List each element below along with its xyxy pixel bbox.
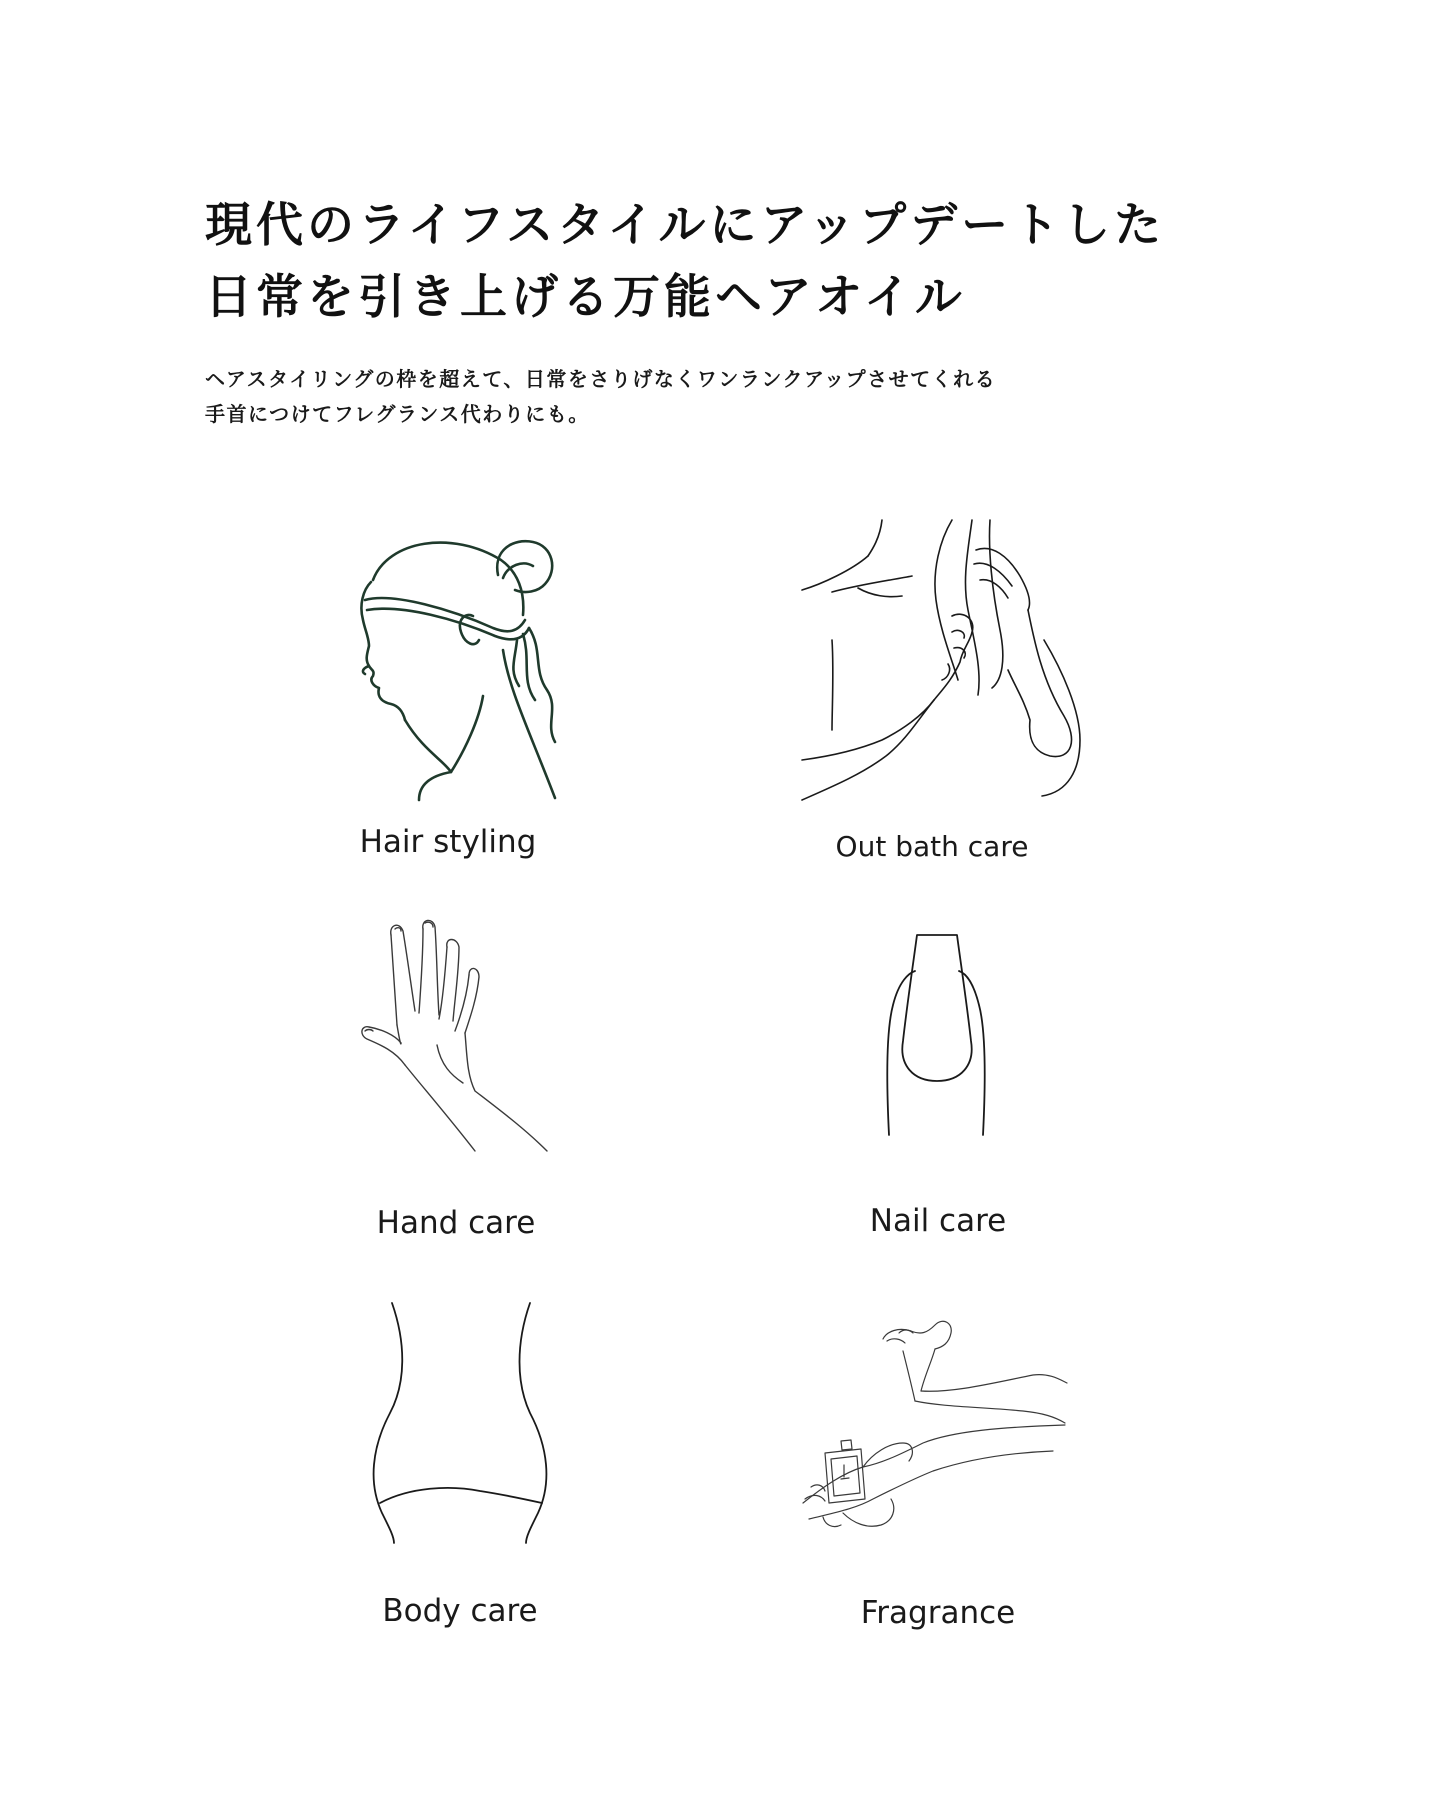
usage-hand-care — [276, 915, 636, 1275]
body-care-icon — [370, 1303, 550, 1543]
nail-care-icon — [881, 915, 991, 1135]
lead-line-1: ヘアスタイリングの枠を超えて、日常をさりげなくワンランクアップさせてくれる — [205, 367, 997, 391]
fragrance-icon — [803, 1303, 1073, 1543]
usage-label: Out bath care — [835, 830, 1029, 863]
out-bath-care-icon — [802, 520, 1092, 805]
headline-line-2: 日常を引き上げる万能ヘアオイル — [205, 270, 966, 325]
lead-text — [205, 362, 1305, 432]
usage-label: Hair styling — [359, 824, 537, 860]
hair-styling-icon — [333, 520, 573, 800]
usage-hair-styling — [268, 520, 628, 880]
usage-label: Body care — [382, 1593, 538, 1629]
usage-nail-care — [758, 915, 1118, 1275]
usage-label: Nail care — [869, 1203, 1007, 1239]
headline-line-1: 現代のライフスタイルにアップデートした — [205, 198, 1166, 253]
usage-out-bath-care — [752, 520, 1112, 880]
hand-care-icon — [351, 915, 581, 1155]
usage-body-care — [280, 1303, 640, 1663]
page-headline — [205, 190, 1305, 334]
usage-fragrance — [758, 1303, 1118, 1663]
lead-line-2: 手首につけてフレグランス代わりにも。 — [205, 402, 590, 426]
usage-label: Fragrance — [860, 1595, 1016, 1631]
usage-label: Hand care — [376, 1205, 536, 1241]
